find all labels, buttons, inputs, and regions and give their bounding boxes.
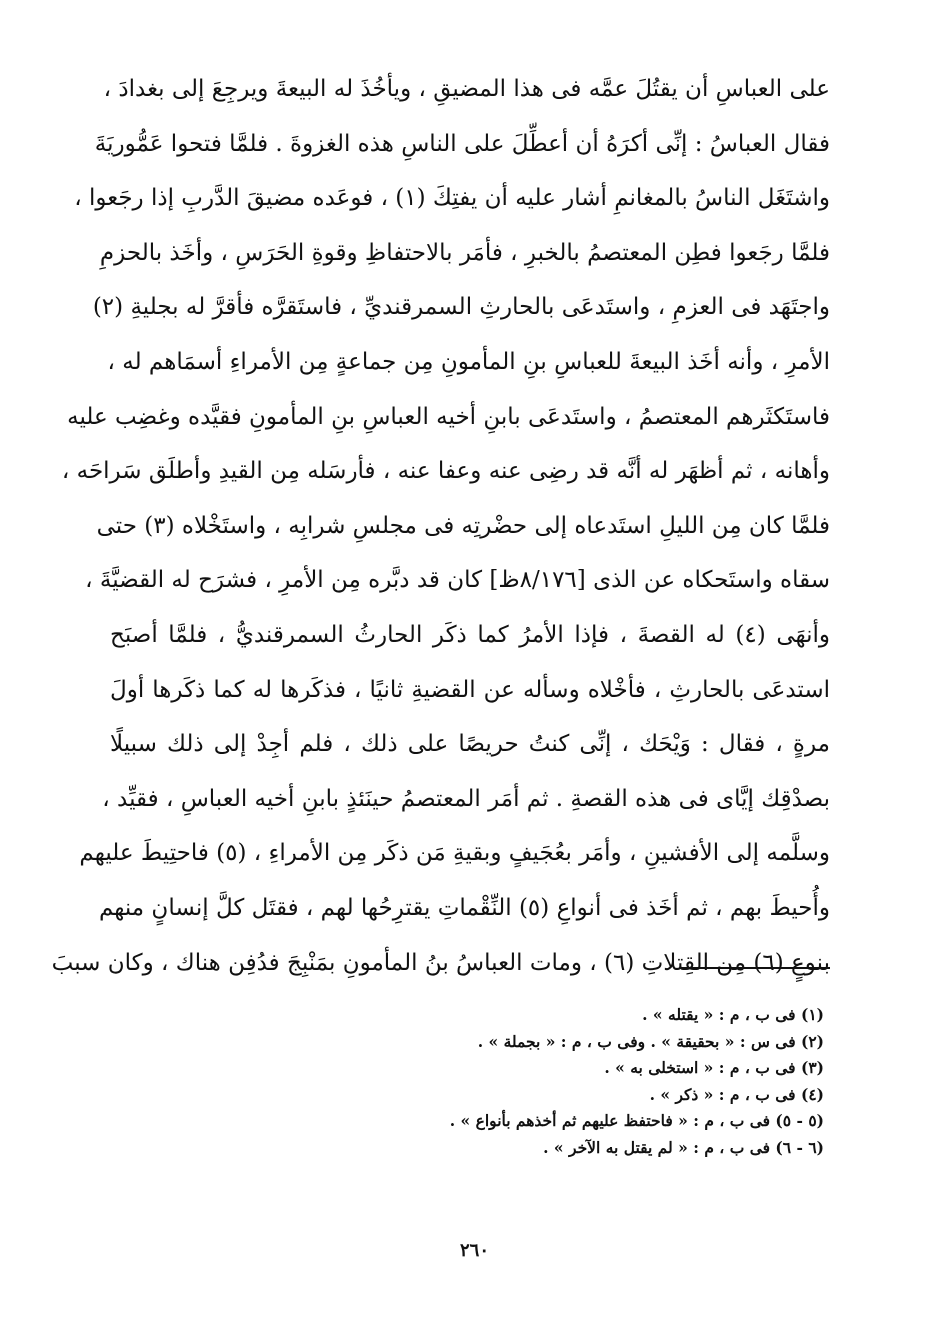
text-line: سقاه واستَحكاه عن الذى [٨/١٧٦ظ] كان قد دبَّره مِن الأمرِ ، فشرَح له القضيَّةَ ، <box>85 567 830 594</box>
text-line: على العباسِ أن يقتُلَ عمَّه فى هذا المضيقِ ، ويأخُذَ له البيعةَ ويرجِعَ إلى بغدادَ ، <box>103 76 830 102</box>
footnote: (١) فى ب ، م : « يقتله » . <box>642 1005 824 1024</box>
footnote: (٦ - ٦) فى ب ، م : « لم يقتل به الآخر » . <box>543 1137 824 1157</box>
main-text <box>51 62 830 990</box>
text-line: استدعَى بالحارثِ ، فأخْلاه وسأله عن القضيةِ ثانيًا ، فذكَرها له كما ذكَرها أولَ <box>110 676 830 703</box>
text-line: بصدْقِك إيَّاى فى هذه القصةِ . ثم أمَر المعتصمُ حينَئذٍ بابنِ أخيه العباسِ ، فقيِّد ، <box>102 785 830 812</box>
footnote: (٤) فى ب ، م : « ذكر » . <box>649 1084 824 1104</box>
text-line: وسلَّمه إلى الأفشينِ ، وأمَر بعُجَيفٍ وبقيةِ مَن ذكَر مِن الأمراءِ ، (٥) فاحتِيطَ عليهم <box>79 840 830 867</box>
text-line: مرةٍ ، فقال : وَيْحَك ، إنِّى كنتُ حريصًا على ذلك ، فلم أجِدْ إلى ذلك سبيلًا <box>110 731 830 758</box>
text-line: فلمَّا رجَعوا فطِن المعتصمُ بالخبرِ ، فأمَر بالاحتفاظِ وقوةِ الحَرَسِ ، وأخَذ بالحزمِ <box>99 239 830 266</box>
text-line: فقال العباسُ : إنِّى أكرَهُ أن أعطِّلَ على الناسِ هذه الغزوةَ . فلمَّا فتحوا عَمُّوريَةَ <box>94 130 830 157</box>
footnotes <box>264 1002 824 1161</box>
footnote: (٣) فى ب ، م : « استخلى به » . <box>604 1058 824 1077</box>
text-line: وأُحيطَ بهم ، ثم أخَذ فى أنواعِ (٥) النِّقْماتِ يقترِحُها لهم ، فقتَل كلَّ إنسانٍ منهم <box>98 894 830 921</box>
page-number: ٢٦٠ <box>459 1240 489 1261</box>
text-line: الأمرِ ، وأنه أخَذ البيعةَ للعباسِ بنِ المأمونِ مِن جماعةٍ مِن الأمراءِ أسمَاهم له ، <box>107 348 830 375</box>
text-line: وأنهَى (٤) له القصةَ ، فإذا الأمرُ كما ذكَر الحارثُ السمرقنديُّ ، فلمَّا أصبَح <box>110 621 830 648</box>
text-line: فلمَّا كان مِن الليلِ استَدعاه إلى حضْرتِه فى مجلسِ شرابِه ، واستَخْلاه (٣) حتى <box>96 512 830 539</box>
text-line: بنوعٍ (٦) مِن القِتلاتِ (٦) ، ومات العباسُ بنُ المأمونِ بمَنْبِجَ فدُفِن هناك ، وكان سببَ <box>51 949 830 976</box>
text-line: فاستَكثَرهم المعتصمُ ، واستَدعَى بابنِ أخيه العباسِ بنِ المأمونِ فقيَّده وغضِب عليه <box>67 403 830 430</box>
footnote: (٢) فى س : « بحقيقة » . وفى ب ، م : « بجملة » . <box>477 1031 824 1051</box>
text-line: وأهانه ، ثم أظهَر له أنَّه قد رضِى عنه وعفا عنه ، فأرسَله مِن القيدِ وأطلَق سَراحَه ، <box>61 458 830 485</box>
footnote-separator <box>680 967 830 969</box>
text-line: واشتَغَل الناسُ بالمغانمِ أشار عليه أن يفتِكَ (١) ، فوعَده مضيقَ الدَّربِ إذا رجَعوا ، <box>74 185 830 212</box>
text-line: واجتَهَد فى العزمِ ، واستَدعَى بالحارثِ السمرقنديِّ ، فاستَقرَّه فأقرَّ له بجليةِ (٢) <box>92 294 830 321</box>
footnote: (٥ - ٥) فى ب ، م : « فاحتفظ عليهم ثم أخذهم بأنواع » . <box>449 1111 824 1130</box>
